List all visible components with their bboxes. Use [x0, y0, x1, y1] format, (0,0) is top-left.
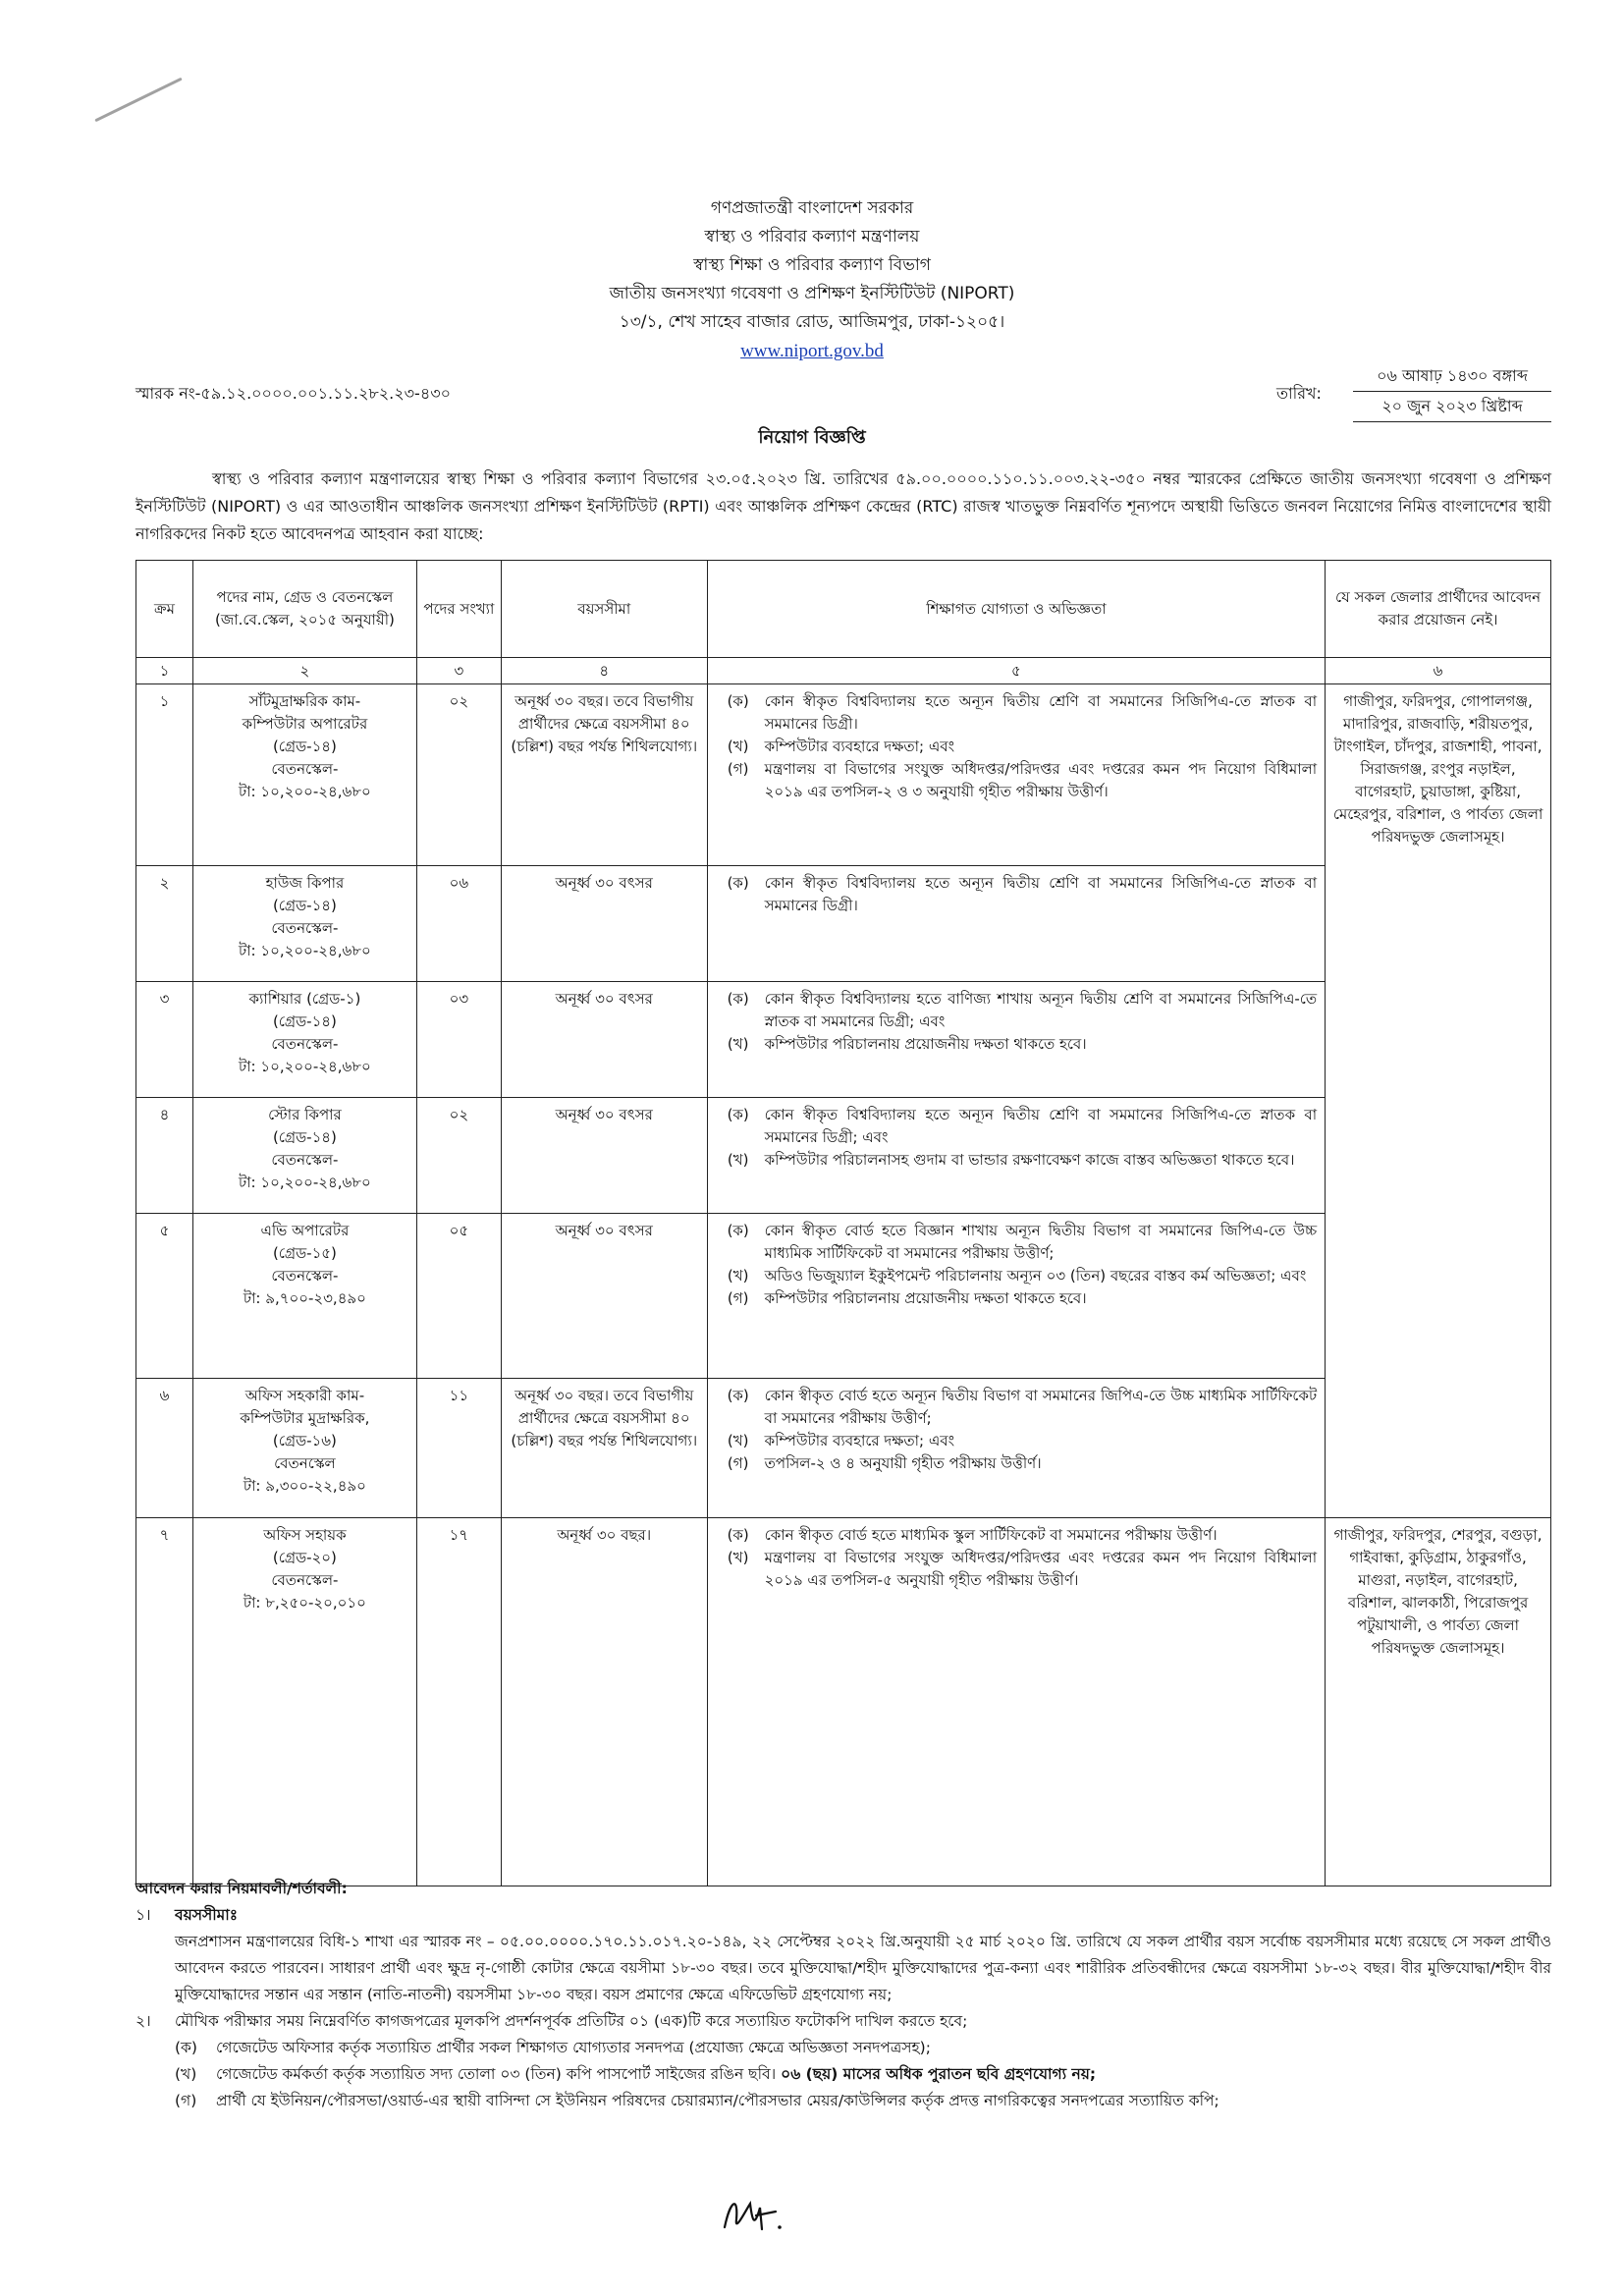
row-serial: ৭: [136, 1518, 193, 1886]
post-line: অফিস সহায়ক: [263, 1526, 347, 1544]
rule-subitem: [135, 2088, 1551, 2114]
qualification-key: (খ): [727, 1035, 749, 1053]
qualification-key: (ক): [727, 1526, 749, 1544]
post-line: কম্পিউটার অপারেটর: [242, 715, 368, 733]
qualification-text: কোন স্বীকৃত বিশ্ববিদ্যালয় হতে বাণিজ্য শাখায় অন্যূন দ্বিতীয় শ্রেণি বা সমমানের সিজিপিএ-তে স্নাতক বা সমমানের ডিগ্রী; এবং: [764, 990, 1318, 1030]
header-serial: ক্রম: [136, 561, 193, 658]
post-line: সাঁটমুদ্রাক্ষরিক কাম-: [248, 692, 361, 710]
rules-heading: আবেদন করার নিয়মাবলী/শর্তাবলী:: [135, 1880, 348, 1897]
rule-number: ১।: [135, 1906, 151, 1924]
row-serial: ৩: [136, 982, 193, 1098]
qualification-item: [712, 1149, 1317, 1172]
age-limit: অনূর্ধ্ব ৩০ বৎসর: [501, 1214, 707, 1379]
qualification-key: (ক): [727, 1222, 749, 1239]
post-count: ০২: [416, 1098, 501, 1214]
excluded-districts: গাজীপুর, ফরিদপুর, শেরপুর, বগুড়া, গাইবান্ধা, কুড়িগ্রাম, ঠাকুরগাঁও, মাগুরা, নড়াইল, বাগেরহাট, বরিশাল, ঝালকাঠী, পিরোজপুর পটুয়াখালী, ও পার্বত্য জেলা পরিষদভুক্ত জেলাসমূহ।: [1326, 1518, 1551, 1886]
post-line: ক্যাশিয়ার (গ্রেড-১): [248, 990, 361, 1008]
qualification-text: কোন স্বীকৃত বোর্ড হতে মাধ্যমিক স্কুল সার্টিফিকেট বা সমমানের পরীক্ষায় উত্তীর্ণ।: [764, 1526, 1218, 1544]
post-line: বেতনস্কেল-: [271, 1151, 339, 1169]
col-number: ৩: [416, 658, 501, 684]
qualification-cell: [707, 1214, 1325, 1379]
qualification-key: (ক): [727, 1387, 749, 1404]
qualification-key: (খ): [727, 1151, 749, 1169]
qualification-key: (ক): [727, 990, 749, 1008]
qualification-item: [712, 1385, 1317, 1430]
subitem-text: গেজেটেড অফিসার কর্তৃক সত্যায়িত প্রার্থীর সকল শিক্ষাগত যোগ্যতার সনদপত্র (প্রযোজ্য ক্ষেত্রে অভিজ্ঞতা সনদপত্রসহ);: [216, 2039, 931, 2056]
qualification-key: (খ): [727, 1432, 749, 1449]
post-line: বেতনস্কেল-: [271, 919, 339, 937]
qualification-item: [712, 690, 1317, 736]
qualification-cell: [707, 982, 1325, 1098]
age-limit: অনূর্ধ্ব ৩০ বছর। তবে বিভাগীয় প্রার্থীদের ক্ষেত্রে বয়সসীমা ৪০ (চল্লিশ) বছর পর্যন্ত শিথিলযোগ্য।: [501, 684, 707, 866]
qualification-text: কম্পিউটার পরিচালনায় প্রয়োজনীয় দক্ষতা থাকতে হবে।: [764, 1035, 1087, 1053]
qualification-text: মন্ত্রণালয় বা বিভাগের সংযুক্ত অধিদপ্তর/পরিদপ্তর এবং দপ্তরের কমন পদ নিয়োগ বিধিমালা ২০১৯ এর তপসিল-৫ অনুযায়ী গৃহীত পরীক্ষায় উত্তীর্ণ।: [764, 1549, 1318, 1589]
qualification-text: কোন স্বীকৃত বোর্ড হতে অন্যূন দ্বিতীয় বিভাগ বা সমমানের জিপিএ-তে উচ্চ মাধ্যমিক সার্টিফিকেট বা সমমানের পরীক্ষায় উত্তীর্ণ;: [764, 1387, 1318, 1427]
rule-item: [135, 2008, 1551, 2035]
date-label: তারিখ:: [1276, 384, 1322, 403]
qualification-item: [712, 1430, 1317, 1452]
qualification-item: [712, 1452, 1317, 1475]
qualification-text: কোন স্বীকৃত বিশ্ববিদ্যালয় হতে অন্যূন দ্বিতীয় শ্রেণি বা সমমানের সিজিপিএ-তে স্নাতক বা সমমানের ডিগ্রী।: [764, 692, 1318, 733]
qualification-key: (গ): [727, 1289, 749, 1307]
qualification-cell: [707, 866, 1325, 982]
post-line: (গ্রেড-১৪): [272, 1012, 337, 1030]
age-limit: অনূর্ধ্ব ৩০ বৎসর: [501, 982, 707, 1098]
subitem-bold-note: ০৬ (ছয়) মাসের অধিক পুরাতন ছবি গ্রহণযোগ্য নয়;: [781, 2065, 1097, 2083]
qualification-text: মন্ত্রণালয় বা বিভাগের সংযুক্ত অধিদপ্তর/পরিদপ্তর এবং দপ্তরের কমন পদ নিয়োগ বিধিমালা ২০১৯ এর তপসিল-২ ও ৩ অনুযায়ী গৃহীত পরীক্ষায় উত্তীর্ণ।: [764, 760, 1318, 800]
qualification-item: [712, 1287, 1317, 1310]
website-link[interactable]: www.niport.gov.bd: [740, 341, 884, 361]
table-header-row: [136, 561, 1551, 658]
post-line: টা: ৯,৭০০-২৩,৪৯০: [243, 1289, 366, 1307]
col-number: ৪: [501, 658, 707, 684]
post-line: বেতনস্কেল-: [271, 1571, 339, 1589]
ministry-name: স্বাস্থ্য ও পরিবার কল্যাণ মন্ত্রণালয়: [704, 227, 920, 246]
header-count: পদের সংখ্যা: [416, 561, 501, 658]
qualification-text: তপসিল-২ ও ৪ অনুযায়ী গৃহীত পরীক্ষায় উত্তীর্ণ।: [764, 1454, 1042, 1472]
post-count: ০২: [416, 684, 501, 866]
col-number: ৫: [707, 658, 1325, 684]
post-line: টা: ১০,২০০-২৪,৬৮০: [239, 783, 371, 800]
qualification-key: (খ): [727, 738, 749, 755]
post-line: বেতনস্কেল: [274, 1454, 336, 1472]
post-line: এভি অপারেটর: [260, 1222, 350, 1239]
post-cell: [192, 1379, 416, 1518]
qualification-key: (খ): [727, 1549, 749, 1566]
rule-number: ২।: [135, 2012, 151, 2030]
date-block: [1353, 361, 1551, 422]
post-cell: [192, 1518, 416, 1886]
qualification-item: [712, 872, 1317, 917]
qualification-key: (গ): [727, 1454, 749, 1472]
post-count: ০৩: [416, 982, 501, 1098]
qualification-item: [712, 1104, 1317, 1149]
row-serial: ১: [136, 684, 193, 866]
age-limit: অনূর্ধ্ব ৩০ বৎসর: [501, 1098, 707, 1214]
post-line: অফিস সহকারী কাম-: [244, 1387, 365, 1404]
post-line: (গ্রেড-১৫): [272, 1244, 337, 1262]
qualification-text: কম্পিউটার ব্যবহারে দক্ষতা; এবং: [764, 1432, 955, 1449]
signature-mark: [717, 2190, 785, 2237]
qualification-item: [712, 988, 1317, 1033]
qualification-item: [712, 736, 1317, 758]
rule-text: জনপ্রশাসন মন্ত্রণালয়ের বিধি-১ শাখা এর স্মারক নং – ০৫.০০.০০০০.১৭০.১১.০১৭.২০-১৪৯, ২২ সেপ্টেম্বর ২০২২ খ্রি.অনুযায়ী ২৫ মার্চ ২০২০ খ্রি. তারিখে যে সকল প্রার্থীর বয়স সর্বোচ্চ বয়সসীমার মধ্যে রয়েছে সে সকল প্রার্থীও আবেদন করতে পারবেন। সাধারণ প্রার্থী এবং ক্ষুদ্র নৃ-গোষ্ঠী কোটার ক্ষেত্রে বয়সীমা ১৮-৩০ বছর। তবে মুক্তিযোদ্ধা/শহীদ মুক্তিযোদ্ধাদের পুত্র-কন্যা এবং শারীরিক প্রতিবন্ধীদের ক্ষেত্রে বয়সসীমা ১৮-৩২ বছর। বীর মুক্তিযোদ্ধা/শহীদ বীর মুক্তিযোদ্ধাদের সন্তান এর সন্তান (নাতি-নাতনী) বয়সসীমা ১৮-৩০ বছর। বয়স প্রমাণের ক্ষেত্রে এফিডেভিট গ্রহণযোগ্য নয়;: [175, 1933, 1551, 2003]
date-gregorian: ২০ জুন ২০২৩ খ্রিষ্টাব্দ: [1353, 392, 1551, 422]
col-number: ৬: [1326, 658, 1551, 684]
qualification-text: কোন স্বীকৃত বিশ্ববিদ্যালয় হতে অন্যূন দ্বিতীয় শ্রেণি বা সমমানের সিজিপিএ-তে স্নাতক বা সমমানের ডিগ্রী।: [764, 874, 1318, 914]
post-line: স্টোর কিপার: [268, 1106, 342, 1123]
qualification-item: [712, 1033, 1317, 1056]
row-serial: ৬: [136, 1379, 193, 1518]
subitem-key: (ক): [175, 2039, 197, 2056]
vacancy-table: [135, 560, 1551, 1886]
header-districts: যে সকল জেলার প্রার্থীদের আবেদন করার প্রয়োজন নেই।: [1326, 561, 1551, 658]
subitem-key: (গ): [175, 2092, 197, 2109]
col-number: ১: [136, 658, 193, 684]
row-serial: ৪: [136, 1098, 193, 1214]
qualification-text: কোন স্বীকৃত বোর্ড হতে বিজ্ঞান শাখায় অন্যূন দ্বিতীয় বিভাগ বা সমমানের জিপিএ-তে উচ্চ মাধ্যমিক সার্টিফিকেট বা সমমানের পরীক্ষায় উত্তীর্ণ;: [764, 1222, 1318, 1262]
subitem-text: গেজেটেড কর্মকর্তা কর্তৃক সত্যায়িত সদ্য তোলা ০৩ (তিন) কপি পাসপোর্ট সাইজের রঙিন ছবি।: [216, 2065, 777, 2083]
letterhead: [0, 194, 1624, 365]
qualification-key: (গ): [727, 760, 749, 778]
qualification-cell: [707, 1098, 1325, 1214]
qualification-item: [712, 1265, 1317, 1287]
qualification-text: অডিও ভিজুয়্যাল ইকুইপমেন্ট পরিচালনায় অন্যূন ০৩ (তিন) বছরের বাস্তব কর্ম অভিজ্ঞতা; এবং: [764, 1267, 1307, 1285]
qualification-item: [712, 758, 1317, 803]
rule-text: মৌখিক পরীক্ষার সময় নিম্নেবর্ণিত কাগজপত্রের মূলকপি প্রদর্শনপূর্বক প্রতিটির ০১ (এক)টি করে সত্যায়িত ফটোকপি দাখিল করতে হবে;: [175, 2012, 968, 2030]
header-age: বয়সসীমা: [501, 561, 707, 658]
table-row: [136, 684, 1551, 866]
qualification-cell: [707, 684, 1325, 866]
post-count: ১৭: [416, 1518, 501, 1886]
post-line: কম্পিউটার মুদ্রাক্ষরিক,: [240, 1409, 370, 1427]
post-line: (গ্রেড-২০): [272, 1549, 337, 1566]
qualification-text: কম্পিউটার পরিচালনাসহ গুদাম বা ভান্ডার রক্ষণাবেক্ষণ কাজে বাস্তব অভিজ্ঞতা থাকতে হবে।: [764, 1151, 1295, 1169]
post-line: (গ্রেড-১৬): [272, 1432, 337, 1449]
date-bangla: ০৬ আষাঢ় ১৪৩০ বঙ্গাব্দ: [1353, 361, 1551, 392]
qualification-key: (খ): [727, 1267, 749, 1285]
govt-name: গণপ্রজাতন্ত্রী বাংলাদেশ সরকার: [710, 198, 914, 218]
age-limit: অনূর্ধ্ব ৩০ বৎসর: [501, 866, 707, 982]
row-serial: ৫: [136, 1214, 193, 1379]
qualification-item: [712, 1220, 1317, 1265]
post-count: ০৬: [416, 866, 501, 982]
division-name: স্বাস্থ্য শিক্ষা ও পরিবার কল্যাণ বিভাগ: [693, 255, 931, 275]
intro-paragraph: স্বাস্থ্য ও পরিবার কল্যাণ মন্ত্রণালয়ের স্বাস্থ্য শিক্ষা ও পরিবার কল্যাণ বিভাগের ২৩.০৫.২০২৩ খ্রি. তারিখের ৫৯.০০.০০০০.১১০.১১.০০৩.২২-৩৫০ নম্বর স্মারকের প্রেক্ষিতে জাতীয় জনসংখ্যা গবেষণা ও প্রশিক্ষণ ইনস্টিটিউট (NIPORT) ও এর আওতাধীন আঞ্চলিক জনসংখ্যা প্রশিক্ষণ ইনস্টিটিউট (RPTI) এবং আঞ্চলিক প্রশিক্ষণ কেন্দ্রের (RTC) রাজস্ব খাতভুক্ত নিম্নবর্ণিত শূন্যপদে অস্থায়ী ভিত্তিতে জনবল নিয়োগের নিমিত্ত বাংলাদেশের স্থায়ী নাগরিকদের নিকট হতে আবেদনপত্র আহবান করা যাচ্ছে:: [135, 469, 1551, 543]
column-number-row: [136, 658, 1551, 684]
post-line: হাউজ কিপার: [265, 874, 345, 892]
qualification-item: [712, 1524, 1317, 1547]
rule-subitem: [135, 2061, 1551, 2088]
post-cell: [192, 982, 416, 1098]
page-title: নিয়োগ বিজ্ঞপ্তি: [758, 427, 866, 448]
post-line: (গ্রেড-১৪): [272, 738, 337, 755]
qualification-cell: [707, 1379, 1325, 1518]
address: ১৩/১, শেখ সাহেব বাজার রোড, আজিমপুর, ঢাকা-১২০৫।: [619, 312, 1005, 332]
post-cell: [192, 866, 416, 982]
qualification-text: কম্পিউটার ব্যবহারে দক্ষতা; এবং: [764, 738, 955, 755]
qualification-key: (ক): [727, 874, 749, 892]
qualification-cell: [707, 1518, 1325, 1886]
post-cell: [192, 1098, 416, 1214]
table-row: [136, 1518, 1551, 1886]
age-limit: অনূর্ধ্ব ৩০ বছর। তবে বিভাগীয় প্রার্থীদের ক্ষেত্রে বয়সসীমা ৪০ (চল্লিশ) বছর পর্যন্ত শিথিলযোগ্য।: [501, 1379, 707, 1518]
qualification-text: কোন স্বীকৃত বিশ্ববিদ্যালয় হতে অন্যূন দ্বিতীয় শ্রেণি বা সমমানের সিজিপিএ-তে স্নাতক বা সমমানের ডিগ্রী; এবং: [764, 1106, 1318, 1146]
post-line: টা: ৮,২৫০-২০,০১০: [243, 1594, 366, 1612]
rules-section: [135, 1876, 1551, 2114]
rule-item: [135, 1902, 1551, 2008]
post-line: বেতনস্কেল-: [271, 760, 339, 778]
memo-number: স্মারক নং-৫৯.১২.০০০০.০০১.১১.২৮২.২৩-৪৩০: [135, 384, 452, 403]
post-line: (গ্রেড-১৪): [272, 897, 337, 914]
qualification-key: (ক): [727, 1106, 749, 1123]
post-cell: [192, 684, 416, 866]
post-line: টা: ৯,৩০০-২২,৪৯০: [243, 1477, 366, 1495]
post-line: বেতনস্কেল-: [271, 1267, 339, 1285]
qualification-text: কম্পিউটার পরিচালনায় প্রয়োজনীয় দক্ষতা থাকতে হবে।: [764, 1289, 1087, 1307]
post-line: টা: ১০,২০০-২৪,৬৮০: [239, 1174, 371, 1191]
institute-name: জাতীয় জনসংখ্যা গবেষণা ও প্রশিক্ষণ ইনস্টিটিউট (NIPORT): [609, 284, 1015, 303]
header-post: পদের নাম, গ্রেড ও বেতনস্কেল (জা.বে.স্কেল, ২০১৫ অনুযায়ী): [192, 561, 416, 658]
subitem-key: (খ): [175, 2065, 197, 2083]
row-serial: ২: [136, 866, 193, 982]
qualification-item: [712, 1547, 1317, 1592]
rule-title: বয়সসীমাঃ: [175, 1906, 239, 1924]
post-count: ০৫: [416, 1214, 501, 1379]
excluded-districts: গাজীপুর, ফরিদপুর, গোপালগঞ্জ, মাদারিপুর, রাজবাড়ি, শরীয়তপুর, টাংগাইল, চাঁদপুর, রাজশাহী, পাবনা, সিরাজগঞ্জ, রংপুর নড়াইল, বাগেরহাট, চুয়াডাঙ্গা, কুষ্টিয়া, মেহেরপুর, বরিশাল, ও পার্বত্য জেলা পরিষদভুক্ত জেলাসমূহ।: [1326, 684, 1551, 1518]
post-line: টা: ১০,২০০-২৪,৬৮০: [239, 942, 371, 959]
col-number: ২: [192, 658, 416, 684]
age-limit: অনূর্ধ্ব ৩০ বছর।: [501, 1518, 707, 1886]
subitem-text: প্রার্থী যে ইউনিয়ন/পৌরসভা/ওয়ার্ড-এর স্থায়ী বাসিন্দা সে ইউনিয়ন পরিষদের চেয়ারম্যান/পৌরসভার মেয়র/কাউন্সিলর কর্তৃক প্রদত্ত নাগরিকত্বের সনদপত্রের সত্যায়িত কপি;: [216, 2092, 1219, 2109]
post-cell: [192, 1214, 416, 1379]
post-count: ১১: [416, 1379, 501, 1518]
post-line: টা: ১০,২০০-২৪,৬৮০: [239, 1058, 371, 1075]
rule-subitem: [135, 2035, 1551, 2061]
qualification-key: (ক): [727, 692, 749, 710]
pen-stroke-mark: [94, 78, 182, 123]
post-line: (গ্রেড-১৪): [272, 1128, 337, 1146]
post-line: বেতনস্কেল-: [271, 1035, 339, 1053]
header-qualification: শিক্ষাগত যোগ্যতা ও অভিজ্ঞতা: [707, 561, 1325, 658]
